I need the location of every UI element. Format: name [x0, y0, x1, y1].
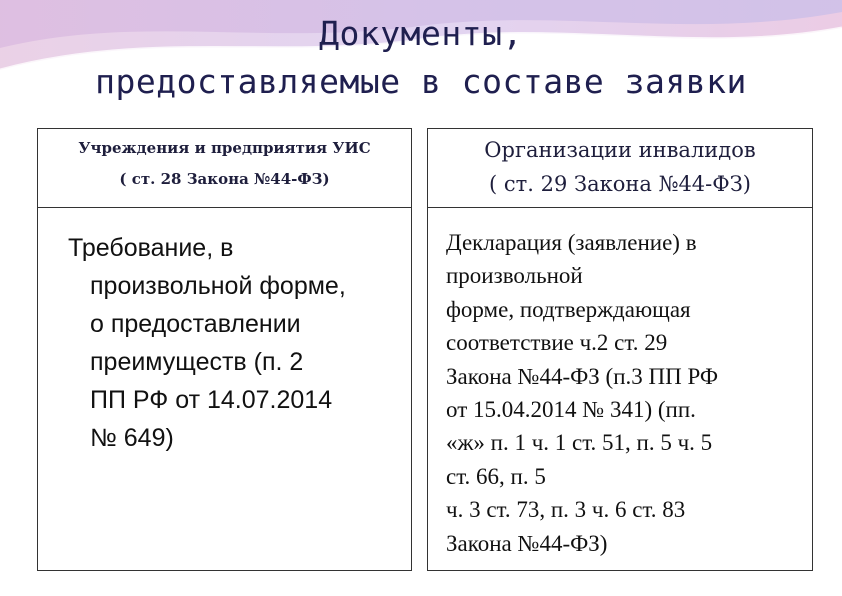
left-body-line: о предоставлении [90, 310, 301, 338]
title-line-2: предоставляемые в составе заявки [95, 62, 747, 101]
right-column-header [428, 129, 812, 208]
left-header-line-1: Учреждения и предприятия УИС [78, 139, 371, 157]
left-column-header [38, 129, 411, 208]
left-column-uis [37, 128, 412, 571]
right-column-body [446, 226, 806, 560]
right-body-line: от 15.04.2014 № 341) (пп. [446, 397, 696, 423]
title-line-1: Документы, [319, 14, 523, 53]
right-body-line: «ж» п. 1 ч. 1 ст. 51, п. 5 ч. 5 [446, 430, 713, 456]
right-body-line: Декларация (заявление) в [446, 230, 697, 255]
right-body-line: ч. 3 ст. 73, п. 3 ч. 6 ст. 83 [446, 497, 686, 523]
right-header-line-2: ( ст. 29 Закона №44-ФЗ) [489, 172, 751, 196]
right-body-line: произвольной [446, 263, 583, 289]
right-body-line: ст. 66, п. 5 [446, 463, 546, 489]
left-body-line: преимуществ (п. 2 [90, 348, 304, 376]
right-body-line: Закона №44-ФЗ) [446, 530, 608, 556]
right-body-line: Закона №44-ФЗ (п.3 ПП РФ [446, 363, 719, 389]
right-body-line: соответствие ч.2 ст. 29 [446, 330, 668, 356]
page-title [0, 10, 842, 106]
left-header-line-2: ( ст. 28 Закона №44-ФЗ) [119, 170, 330, 188]
left-column-body [68, 229, 408, 457]
right-header-line-1: Организации инвалидов [484, 138, 756, 162]
right-column-invalids [427, 128, 813, 571]
left-body-line: № 649) [90, 424, 174, 452]
left-body-line: ПП РФ от 14.07.2014 [90, 386, 333, 414]
left-body-line: Требование, в [68, 234, 234, 262]
right-body-line: форме, подтверждающая [446, 296, 691, 322]
left-body-line: произвольной форме, [90, 272, 346, 300]
